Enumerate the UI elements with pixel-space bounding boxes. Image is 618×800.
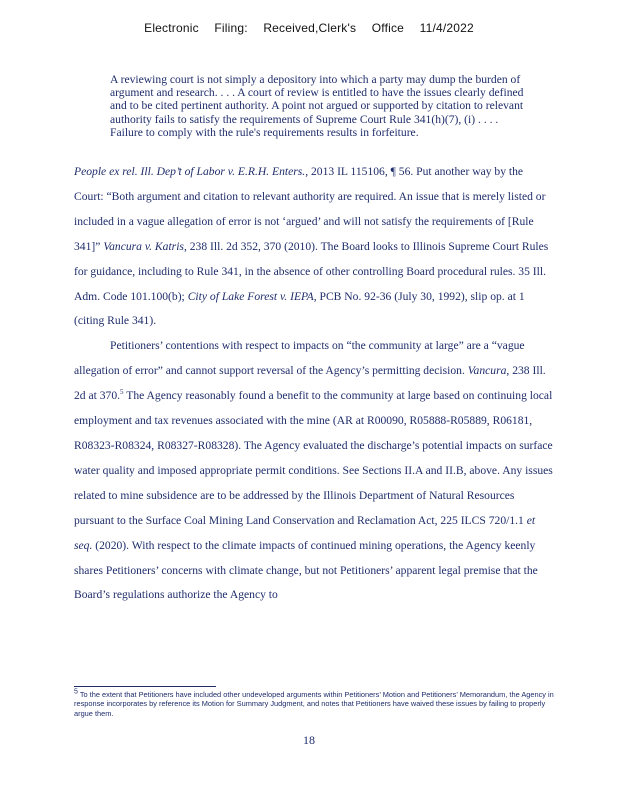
- footnote: [74, 690, 554, 718]
- header-date: 11/4/2022: [419, 21, 474, 35]
- citation-erh-text: , 2013 IL 115106, ¶ 56. Put another way by the Court: “Both argument and citation to relevant authority are required. An issue that is merely listed or included in a vague allegation of error is not ‘argued’ and will not satisfy the requirements of [Rule 341]”: [74, 165, 546, 253]
- para2-text-4: (2020). With respect to the climate impacts of continued mining operations, the Agency keenly shares Petitioners’ concerns with climate change, but not Petitioners’ apparent legal premise that the Board’s regulations authorize the Agency to: [74, 538, 538, 602]
- citation-vancura-short: Vancura: [467, 364, 507, 378]
- footnote-divider: [74, 686, 216, 687]
- header-received-clerks: Received,Clerk's: [263, 21, 357, 35]
- citation-lake-forest-text: , PCB No. 92-36 (July 30, 1992), slip op. at 1 (citing Rule 341).: [74, 289, 525, 328]
- footnote-text: To the extent that Petitioners have included other undeveloped arguments within Petitioners’ Motion and Petitioners’ Memorandum, the Agency in response incorporates by reference its Motion for Summary Judgment, and notes that Petitioners have waived these issues by failing to properly argue them.: [74, 690, 554, 718]
- efiling-header: [0, 21, 618, 35]
- header-electronic: Electronic: [144, 21, 199, 35]
- paragraph-citations: [74, 160, 554, 334]
- footnote-marker[interactable]: 5: [120, 388, 124, 397]
- header-filing: Filing:: [214, 21, 248, 35]
- page-number: 18: [303, 733, 315, 747]
- para2-text-2: , 238 Ill. 2d at 370.: [74, 364, 546, 403]
- block-quote-text: A reviewing court is not simply a depository into which a party may dump the burden of argument and research. . . . A court of review is entitled to have the issues clearly defined and to be cited pertinent authority. A point not argued or supported by citation to relevant authority fails to satisfy the requirements of Supreme Court Rule 341(h)(7), (i) . . . . Failure to comply with the rule's requirements results in forfeiture.: [110, 73, 524, 139]
- et-seq: et seq.: [74, 513, 536, 552]
- citation-vancura-text: , 238 Ill. 2d 352, 370 (2010). The Board looks to Illinois Supreme Court Rules for guidance, including to Rule 341, in the absence of other controlling Board procedural rules. 35 Ill. Adm. Code 101.100(b);: [74, 239, 549, 303]
- header-office: Office: [371, 21, 405, 35]
- paragraph-community-impacts: [74, 334, 554, 608]
- para2-text-3: The Agency reasonably found a benefit to the community at large based on continuing local employment and tax revenues associated with the mine (AR at R00090, R05888-R05889, R06181, R08323-R08324, R08327-R08328). The Agency evaluated the discharge’s potential impacts on surface water quality and imposed appropriate permit conditions. See Sections II.A and II.B, above. Any issues related to mine subsidence are to be addressed by the Illinois Department of Natural Resources pursuant to the Surface Coal Mining Land Conservation and Reclamation Act, 225 ILCS 720/1.1: [74, 389, 553, 527]
- footnote-number: 5: [74, 688, 78, 696]
- citation-vancura: Vancura v. Katris: [103, 239, 184, 253]
- block-quotation: [110, 73, 530, 139]
- body-text: [74, 160, 554, 608]
- citation-lake-forest: City of Lake Forest v. IEPA: [187, 289, 314, 303]
- citation-erh-enters: People ex rel. Ill. Dep’t of Labor v. E.R.H. Enters.: [74, 165, 306, 178]
- para2-text-1: Petitioners’ contentions with respect to impacts on “the community at large” are a “vague allegation of error” and cannot support reversal of the Agency’s permitting decision.: [74, 339, 525, 378]
